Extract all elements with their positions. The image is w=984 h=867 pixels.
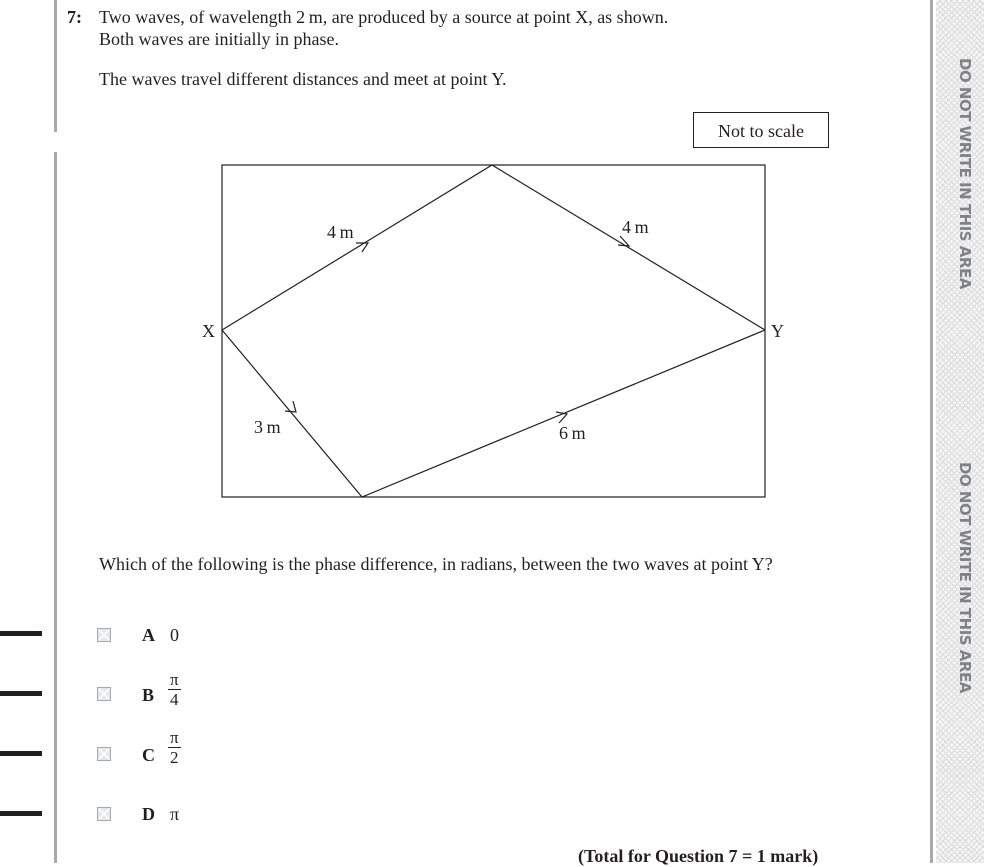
option-value: π (170, 804, 180, 824)
margin-tick (0, 691, 42, 696)
option-d-checkbox[interactable] (97, 807, 111, 821)
margin-line-right (930, 0, 933, 863)
question-line-1: Two waves, of wavelength 2 m, are produced by a source at point X, as shown. (99, 7, 669, 27)
numerator: π (170, 670, 179, 689)
option-letter: D (142, 804, 155, 824)
option-b-checkbox[interactable] (97, 687, 111, 701)
option-c-checkbox[interactable] (97, 747, 111, 761)
question-line-3: The waves travel different distances and meet at point Y. (99, 69, 507, 89)
option-fraction (168, 670, 181, 709)
option-letter: C (142, 745, 155, 765)
option-a-checkbox[interactable] (97, 628, 111, 642)
denominator: 2 (170, 748, 179, 767)
margin-warning: DO NOT WRITE IN THIS AREA (956, 462, 974, 693)
margin-tick (0, 631, 42, 636)
option-fraction (168, 728, 181, 767)
label-4m: 4 m (327, 222, 354, 242)
margin-tick (0, 751, 42, 756)
question-total: (Total for Question 7 = 1 mark) (578, 846, 819, 866)
point-y-label: Y (771, 321, 784, 341)
label-3m: 3 m (254, 417, 281, 437)
label-4m: 4 m (622, 217, 649, 237)
option-letter: A (142, 625, 155, 645)
question-line-2: Both waves are initially in phase. (99, 29, 339, 49)
not-to-scale-note: Not to scale (693, 112, 829, 148)
question-number: 7: (67, 7, 82, 27)
margin-warning: DO NOT WRITE IN THIS AREA (956, 58, 974, 289)
label-6m: 6 m (559, 423, 586, 443)
point-x-label: X (202, 321, 215, 341)
upper-path (222, 165, 765, 330)
lower-path (222, 330, 765, 497)
numerator: π (170, 728, 179, 747)
option-value: 0 (170, 625, 179, 645)
margin-tick (0, 811, 42, 816)
denominator: 4 (170, 690, 179, 709)
option-letter: B (142, 685, 155, 705)
question-prompt: Which of the following is the phase difference, in radians, between the two waves at point Y? (99, 554, 773, 574)
diagram-frame (222, 165, 765, 497)
